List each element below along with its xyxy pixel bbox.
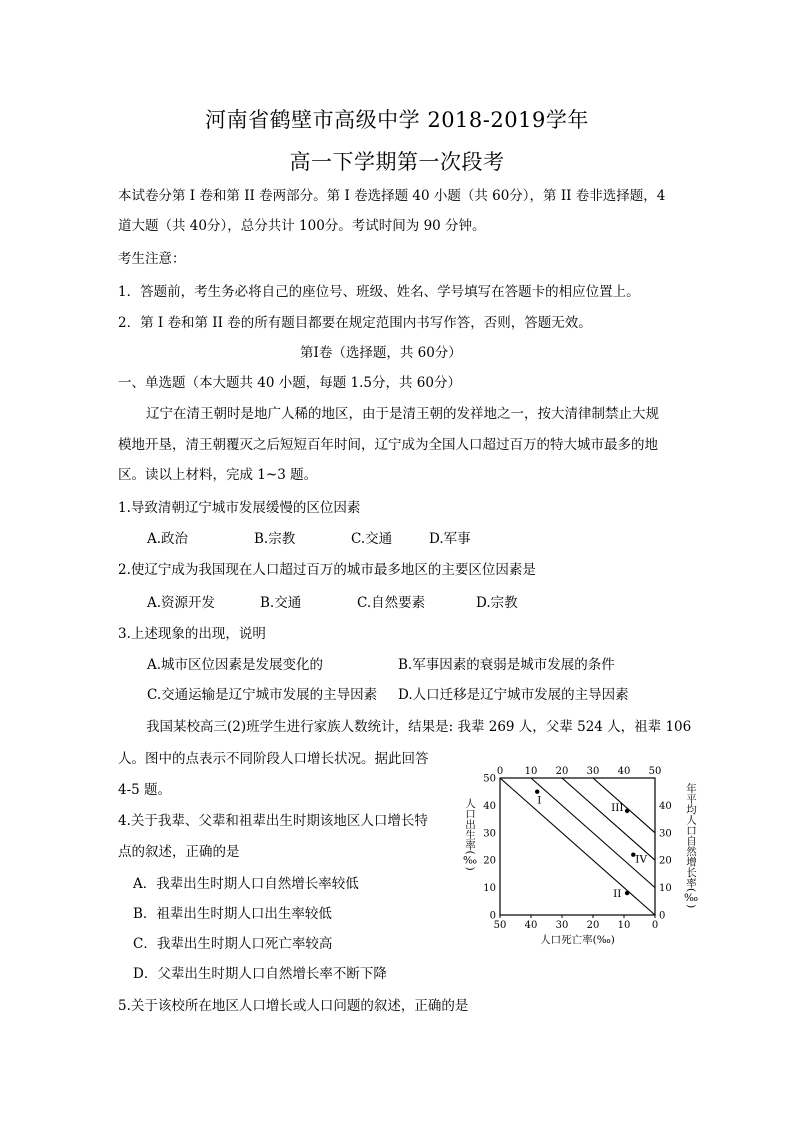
y-tick-label: 40 (483, 800, 496, 812)
x-tick-label: 20 (586, 920, 600, 931)
q2-option-d[interactable]: D.宗教 (476, 595, 518, 611)
growth-line-10 (531, 778, 655, 888)
growth-line-20 (562, 778, 655, 860)
intro-line2: 道大题（共 40分），总分共计 100分。考试时间为 90 分钟。 (118, 218, 486, 234)
right-tick-label: 10 (659, 883, 672, 895)
passage2-line2: 人。图中的点表示不同阶段人口增长状况。据此回答 (118, 751, 429, 767)
q3-option-d[interactable]: D.人口迁移是辽宁城市发展的主导因素 (398, 687, 629, 703)
q4-option-c[interactable]: C．我辈出生时期人口死亡率较高 (133, 936, 333, 952)
y-tick-label: 10 (483, 883, 496, 895)
passage1-line3: 区。读以上材料，完成 1~3 题。 (118, 467, 318, 483)
x-tick-label: 0 (651, 920, 659, 931)
q2-option-a[interactable]: A.资源开发 (147, 595, 216, 611)
q2-stem: 2.使辽宁成为我国现在人口超过百万的城市最多地区的主要区位因素是 (118, 562, 536, 578)
point-label-I: I (537, 794, 542, 807)
top-tick-label: 50 (648, 766, 662, 777)
population-growth-chart (450, 760, 710, 960)
q3-stem: 3.上述现象的出现，说明 (118, 626, 266, 642)
q5-stem: 5.关于该校所在地区人口增长或人口问题的叙述，正确的是 (118, 998, 469, 1014)
right-tick-label: 40 (659, 800, 672, 812)
q4-stem-line2: 点的叙述，正确的是 (118, 844, 240, 860)
q4-option-d[interactable]: D．父辈出生时期人口自然增长率不断下降 (133, 966, 387, 982)
q2-option-c[interactable]: C.自然要素 (357, 595, 426, 611)
q4-option-a[interactable]: A．我辈出生时期人口自然增长率较低 (133, 876, 359, 892)
point-II (625, 891, 629, 895)
right-tick-label: 20 (659, 855, 672, 867)
top-tick-label: 30 (586, 766, 600, 777)
x-axis-label: 人口死亡率(‰) (540, 934, 615, 946)
right-tick-label: 0 (659, 910, 666, 922)
q1-stem: 1.导致清朝辽宁城市发展缓慢的区位因素 (118, 500, 361, 516)
notice-item-2: 2．第 I 卷和第 II 卷的所有题目都要在规定范围内书写作答，否则，答题无效。 (118, 315, 592, 331)
q4-option-b[interactable]: B．祖辈出生时期人口出生率较低 (133, 906, 332, 922)
top-tick-label: 40 (617, 766, 631, 777)
section-title: 第Ⅰ卷（选择题，共 60分） (300, 345, 462, 361)
point-I (535, 790, 539, 794)
point-label-II: II (613, 888, 622, 901)
right-tick-label: 30 (659, 828, 672, 840)
y-tick-label: 0 (489, 910, 496, 922)
passage2-line1: 我国某校高三(2)班学生进行家族人数统计，结果是: 我辈 269 人，父辈 524 人，祖辈 106 (146, 719, 692, 735)
intro-line1: 本试卷分第 I 卷和第 II 卷两部分。第 I 卷选择题 40 小题（共 60分），第 II 卷非选择题，4 (118, 188, 666, 204)
x-tick-label: 30 (555, 920, 569, 931)
x-tick-label: 50 (493, 920, 507, 931)
q4-stem-line1: 4.关于我辈、父辈和祖辈出生时期该地区人口增长特 (118, 813, 428, 829)
q3-option-b[interactable]: B.军事因素的衰弱是城市发展的条件 (398, 657, 615, 673)
q1-option-c[interactable]: C.交通 (351, 531, 393, 547)
passage1-line1: 辽宁在清王朝时是地广人稀的地区，由于是清王朝的发祥地之一，按大清律制禁止大规 (146, 406, 659, 422)
doc-title-line2: 高一下学期第一次段考 (289, 150, 505, 174)
x-tick-label: 10 (617, 920, 631, 931)
growth-line-30 (593, 778, 655, 833)
y-tick-label: 20 (483, 855, 496, 867)
q3-option-a[interactable]: A.城市区位因素是发展变化的 (147, 657, 324, 673)
y-tick-label: 30 (483, 828, 496, 840)
right-axis-label: 年平均人口自然增长率(‰) (685, 783, 697, 909)
q1-option-d[interactable]: D.军事 (429, 531, 471, 547)
growth-line-0 (500, 778, 655, 915)
passage1-line2: 模地开垦，清王朝覆灭之后短短百年时间，辽宁成为全国人口超过百万的特大城市最多的地 (118, 437, 658, 453)
y-tick-label: 50 (483, 773, 496, 785)
passage2-line3: 4-5 题。 (118, 782, 172, 798)
q1-option-a[interactable]: A.政治 (147, 531, 189, 547)
top-tick-label: 10 (524, 766, 538, 777)
point-III (625, 809, 629, 813)
y-axis-label: 人口出生率(‰) (464, 798, 476, 871)
notice-heading: 考生注意： (118, 251, 186, 267)
doc-title-line1: 河南省鹤壁市高级中学 2018-2019学年 (205, 108, 589, 132)
top-tick-label: 0 (496, 766, 504, 777)
point-label-III: III (611, 801, 624, 814)
x-tick-label: 40 (524, 920, 538, 931)
q1-option-b[interactable]: B.宗教 (254, 531, 296, 547)
top-tick-label: 20 (555, 766, 569, 777)
q2-option-b[interactable]: B.交通 (260, 595, 302, 611)
point-label-IV: IV (635, 853, 648, 866)
notice-item-1: 1．答题前，考生务必将自己的座位号、班级、姓名、学号填写在答题卡的相应位置上。 (118, 284, 640, 300)
section-heading: 一、单选题（本大题共 40 小题，每题 1.5分，共 60分） (118, 375, 461, 391)
q3-option-c[interactable]: C.交通运输是辽宁城市发展的主导因素 (147, 687, 378, 703)
